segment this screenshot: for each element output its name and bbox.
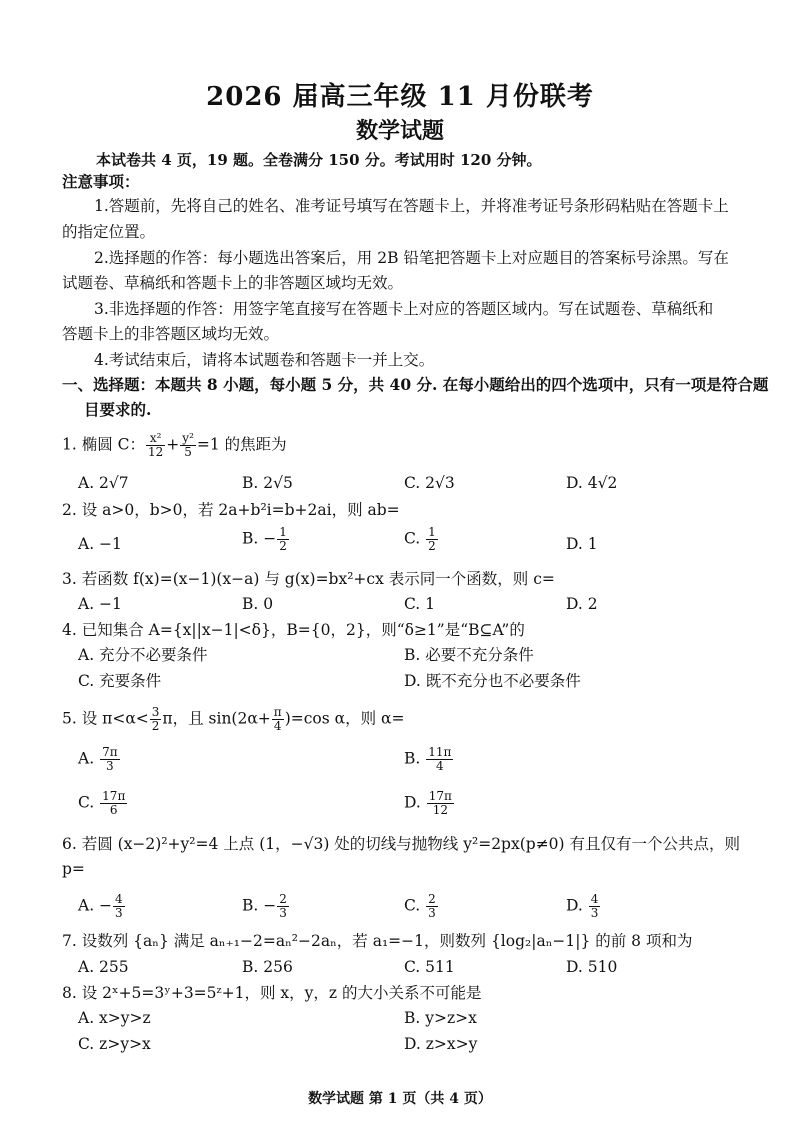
question-6-stem: 6. 若圆 (x−2)²+y²=4 上点 (1，−√3) 处的切线与抛物线 y²=2px(p≠0) 有且仅有一个公共点，则 — [62, 835, 741, 853]
option: A. 充分不必要条件 — [78, 646, 208, 664]
subject-title: 数学试题 — [355, 118, 444, 144]
option: D. 2 — [566, 595, 598, 613]
option: B. 256 — [242, 958, 293, 976]
section-heading: 一、选择题：本题共 8 小题，每小题 5 分，共 40 分. 在每小题给出的四个选项中，只有一项是符合题 — [62, 375, 769, 394]
option: B. 必要不充分条件 — [404, 646, 534, 664]
notice-line: 3.非选择题的作答：用签字笔直接写在答题卡上对应的答题区域内。写在试题卷、草稿纸和 — [94, 300, 714, 318]
option: C. 2√3 — [404, 474, 455, 492]
option: C. z>y>x — [78, 1035, 151, 1053]
question-5-stem: 5. 设 π<α< $\frac{3}{2}$ π，且 sin(2α+ $\frac{\pi}{4}$ )=cos α，则 α= — [62, 705, 405, 733]
option: D. $\frac{4}{3}$ — [566, 892, 599, 920]
option: A. 255 — [78, 958, 129, 976]
option: B. 0 — [242, 595, 274, 613]
option: A. − $\frac{4}{3}$ — [78, 892, 123, 920]
option: B. y>z>x — [404, 1009, 477, 1027]
option: C. $\frac{17\pi}{6}$ — [78, 789, 126, 817]
option: A. −1 — [78, 595, 122, 613]
notice-line: 答题卡上的非答题区域均无效。 — [62, 325, 280, 343]
exam-info: 本试卷共 4 页，19 题。全卷满分 150 分。考试用时 120 分钟。 — [96, 151, 542, 169]
option: C. $\frac{1}{2}$ — [404, 525, 436, 553]
option: B. − $\frac{2}{3}$ — [242, 892, 287, 920]
notice-line: 4.考试结束后，请将本试题卷和答题卡一并上交。 — [94, 351, 435, 369]
section-heading-cont: 目要求的. — [84, 400, 152, 419]
option: C. $\frac{2}{3}$ — [404, 892, 436, 920]
question-7-stem: 7. 设数列 {aₙ} 满足 aₙ₊₁−2=aₙ²−2aₙ，若 a₁=−1，则数列 {log₂|aₙ−1|} 的前 8 项和为 — [62, 932, 693, 950]
page-footer: 数学试题 第 1 页（共 4 页） — [308, 1091, 492, 1107]
option: A. 2√7 — [78, 474, 129, 492]
question-4-stem: 4. 已知集合 A={x||x−1|<δ}，B={0，2}，则“δ≥1”是“B⊆A”的 — [62, 621, 525, 639]
notice-line: 1.答题前，先将自己的姓名、准考证号填写在答题卡上，并将准考证号条形码粘贴在答题卡上 — [94, 197, 729, 215]
option: D. 510 — [566, 958, 618, 976]
question-8-stem: 8. 设 2ˣ+5=3ʸ+3=5ᶻ+1，则 x，y，z 的大小关系不可能是 — [62, 984, 482, 1002]
option: D. z>x>y — [404, 1035, 478, 1053]
option: A. $\frac{7\pi}{3}$ — [78, 745, 118, 773]
notice-heading: 注意事项： — [62, 172, 140, 191]
option: C. 511 — [404, 958, 455, 976]
option: D. 既不充分也不必要条件 — [404, 672, 581, 690]
notice-line: 试题卷、草稿纸和答题卡上的非答题区域均无效。 — [62, 274, 404, 292]
option: D. $\frac{17\pi}{12}$ — [404, 789, 452, 817]
option: C. 1 — [404, 595, 436, 613]
notice-line: 2.选择题的作答：每小题选出答案后，用 2B 铅笔把答题卡上对应题目的答案标号涂黑。写在 — [94, 249, 729, 267]
question-3-stem: 3. 若函数 f(x)=(x−1)(x−a) 与 g(x)=bx²+cx 表示同一个函数，则 c= — [62, 570, 555, 588]
notice-line: 的指定位置。 — [62, 223, 156, 241]
option: A. −1 — [78, 535, 122, 553]
question-2-stem: 2. 设 a>0，b>0，若 2a+b²i=b+2ai，则 ab= — [62, 501, 400, 519]
option: B. − $\frac{1}{2}$ — [242, 525, 287, 553]
option: D. 1 — [566, 535, 598, 553]
question-6-stem-cont: p= — [62, 860, 85, 878]
option: A. x>y>z — [78, 1009, 151, 1027]
option: B. 2√5 — [242, 474, 293, 492]
option: B. $\frac{11\pi}{4}$ — [404, 745, 452, 773]
question-1-stem: 1. 椭圆 C： $\frac{\text{x²}}{12}$ + $\frac{\text{y²}}{5}$ =1 的焦距为 — [62, 431, 287, 459]
option: D. 4√2 — [566, 474, 618, 492]
exam-title: 2026 届高三年级 11 月份联考 — [206, 82, 594, 112]
option: C. 充要条件 — [78, 672, 162, 690]
